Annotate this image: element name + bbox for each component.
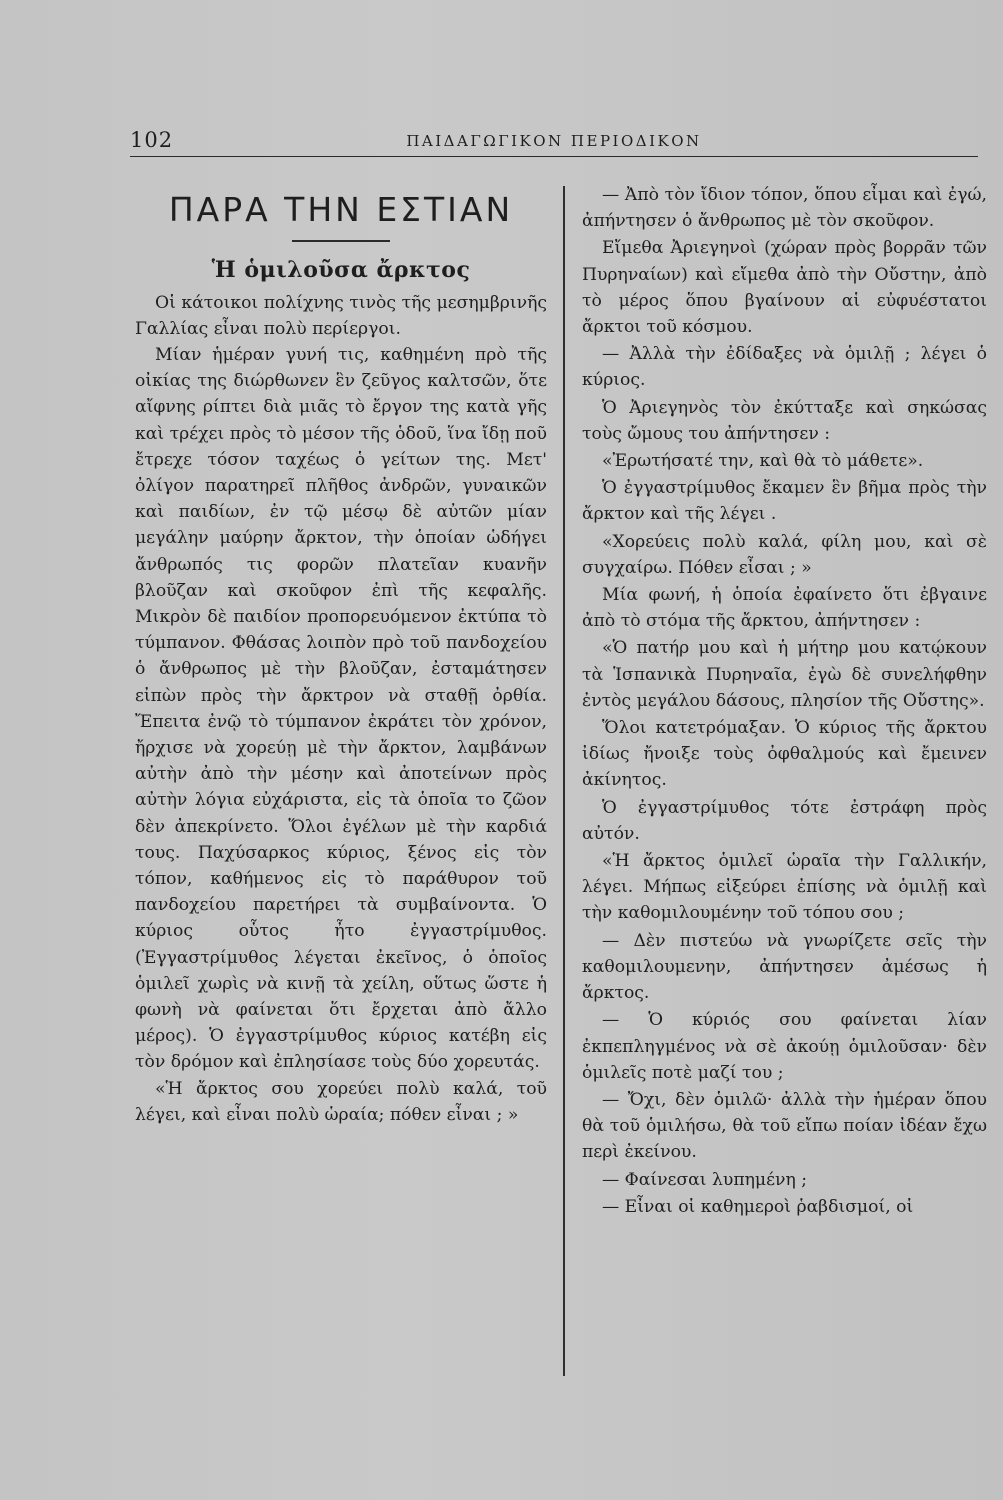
paragraph: — Ἀλλὰ τὴν ἐδίδαξες νὰ ὁμιλῇ ; λέγει ὁ κύριος. [582,344,987,391]
paragraph: Ὁ ἐγγαστρίμυθος τότε ἐστράφη πρὸς αὐτόν. [582,797,987,844]
paragraph: Οἱ κάτοικοι πολίχνης τινὸς τῆς μεσημβρινῆς Γαλλίας εἶναι πολὺ περίεργοι. [135,292,547,339]
paragraph: Ὁ ἐγγαστρίμυθος ἔκαμεν ἓν βῆμα πρὸς τὴν ἄρκτον καὶ τῆς λέγει . [582,478,987,525]
paragraph: Μίαν ἡμέραν γυνή τις, καθημένη πρὸ τῆς οἰκίας της διώρθωνεν ἓν ζεῦγος καλτσῶν, ὅτε αἴφνης ρίπτει διὰ μιᾶς τὸ ἔργον της κατὰ γῆς καὶ τρέχει πρὸς τὸ μέσον τῆς ὁδοῦ, ἵνα ἴδῃ ποῦ ἔτρεχε τόσον ταχέως ὁ γείτων της. Μετ' ὀλίγον παρατηρεῖ πλῆθος ἀνδρῶν, γυναικῶν καὶ παιδίων, ἐν τῷ μέσῳ δὲ αὐτῶν μίαν μεγάλην μαύρην ἄρκτον, τὴν ὁποίαν ὡδήγει ἄνθρωπός τις φορῶν πλατεῖαν κυανῆν βλοῦζαν καὶ σκοῦφον ἐπὶ τῆς κεφαλῆς. Μικρὸν δὲ παιδίον προπορευόμενον ἐκτύπα τὸ τύμπανον. Φθάσας λοιπὸν πρὸ τοῦ πανδοχείου ὁ ἄνθρωπος μὲ τὴν βλοῦζαν, ἐσταμάτησεν εἰπὼν πρὸς τὴν ἄρκτρον νὰ σταθῇ ὀρθία. Ἔπειτα ἐνῷ τὸ τύμπανον ἐκράτει τὸν χρόνον, ἤρχισε νὰ χορεύῃ μὲ τὴν ἄρκτον, λαμβάνων αὐτὴν ἀπὸ τὴν μέσην καὶ ἀποτείνων πρὸς αὐτὴν λόγια εὐχάριστα, εἰς τὰ ὁποῖα το ζῶον δὲν ἀπεκρίνετο. Ὅλοι ἐγέλων μὲ τὴν καρδιά τους. Παχύσαρκος κύριος, ξένος εἰς τὸν τόπον, καθήμενος εἰς τὸ παράθυρον τοῦ πανδοχείου παρετήρει τὰ συμβαίνοντα. Ὁ κύριος οὗτος ἦτο ἐγγαστρίμυθος. (Ἐγγαστρίμυθος λέγεται ἐκεῖνος, ὁ ὁποῖος ὁμιλεῖ χωρὶς νὰ κινῇ τὰ χείλη, οὕτως ὥστε ἡ φωνὴ νὰ φαίνεται ὅτι ἔρχεται ἀπὸ ἄλλο μέρος). Ὁ ἐγγαστρίμυθος κύριος κατέβη εἰς τὸν δρόμον καὶ ἐπλησίασε τοὺς δύο χορευτάς. [135,344,547,1073]
page-header [130,128,978,157]
left-column [135,182,547,1128]
article-title: Ἡ ὁμιλοῦσα ἄρκτος [211,256,471,283]
paragraph: Ὅλοι κατετρόμαξαν. Ὁ κύριος τῆς ἄρκτου ἰδίως ἤνοιξε τοὺς ὀφθαλμούς καὶ ἔμεινεν ἀκίνητος. [582,718,987,791]
paragraph: Μία φωνή, ἡ ὁποία ἐφαίνετο ὅτι ἐβγαινε ἀπὸ τὸ στόμα τῆς ἄρκτου, ἀπήντησεν : [582,585,987,632]
paragraph: Ὁ Ἀριεγηνὸς τὸν ἐκύτταξε καὶ σηκώσας τοὺς ὤμους του ἀπήντησεν : [582,397,987,444]
paragraph: «Χορεύεις πολὺ καλά, φίλη μου, καὶ σὲ συγχαίρω. Πόθεν εἶσαι ; » [582,531,987,578]
page-number: 102 [130,128,174,152]
section-title: ΠΑΡΑ ΤΗΝ ΕΣΤΙΑΝ [168,190,514,229]
paragraph: — Δὲν πιστεύω νὰ γνωρίζετε σεῖς τὴν καθομιλουμενην, ἀπήντησεν ἀμέσως ἡ ἄρκτος. [582,930,987,1004]
right-column [582,182,987,1221]
paragraph: Εἴμεθα Ἀριεγηνοὶ (χώραν πρὸς βορρᾶν τῶν Πυρηναίων) καὶ εἴμεθα ἀπὸ τὴν Οὔστην, ἀπὸ τὸ μέρος ὅπου βγαίνουν αἱ εὐφυέστατοι ἄρκτοι τοῦ κόσμου. [582,238,987,338]
title-rule [292,240,390,242]
paragraph: «Ὁ πατήρ μου καὶ ἡ μήτηρ μου κατῴκουν τὰ Ἱσπανικὰ Πυρηναῖα, ἐγὼ δὲ συνελήφθην ἐντὸς μεγάλου δάσους, πλησίον τῆς Οὔστης». [582,638,987,711]
paragraph: — Ὁ κύριός σου φαίνεται λίαν ἐκπεπληγμένος νὰ σὲ ἀκούῃ ὁμιλοῦσαν· δὲν ὁμιλεῖς ποτὲ μαζί του ; [582,1010,987,1083]
paragraph: — Φαίνεσαι λυπημένη ; [602,1169,807,1190]
paragraph: «Ἐρωτήσατέ την, καὶ θὰ τὸ μάθετε». [602,451,924,472]
paragraph: «Ἡ ἄρκτος ὁμιλεῖ ὡραῖα τὴν Γαλλικήν, λέγει. Μήπως εἰξεύρει ἐπίσης νὰ ὁμιλῇ καὶ τὴν καθομιλουμένην τοῦ τόπου σου ; [582,851,987,924]
paragraph: «Ἡ ἄρκτος σου χορεύει πολὺ καλά, τοῦ λέγει, καὶ εἶναι πολὺ ὡραία; πόθεν εἶναι ; » [135,1078,547,1125]
paragraph: — Ἀπὸ τὸν ἴδιον τόπον, ὅπου εἶμαι καὶ ἐγώ, ἀπήντησεν ὁ ἄνθρωπος μὲ τὸν σκοῦφον. [582,185,987,232]
paragraph: — Ὄχι, δὲν ὁμιλῶ· ἀλλὰ τὴν ἡμέραν ὅπου θὰ τοῦ ὁμιλήσω, θὰ τοῦ εἴπω ποίαν ἰδέαν ἔχω περὶ ἐκείνου. [582,1089,987,1163]
paragraph: — Εἶναι οἱ καθημεροὶ ῥαβδισμοί, οἱ [602,1196,914,1217]
column-divider [563,186,565,1376]
running-title: ΠΑΙΔΑΓΩΓΙΚΟΝ ΠΕΡΙΟΔΙΚΟΝ [406,132,702,150]
